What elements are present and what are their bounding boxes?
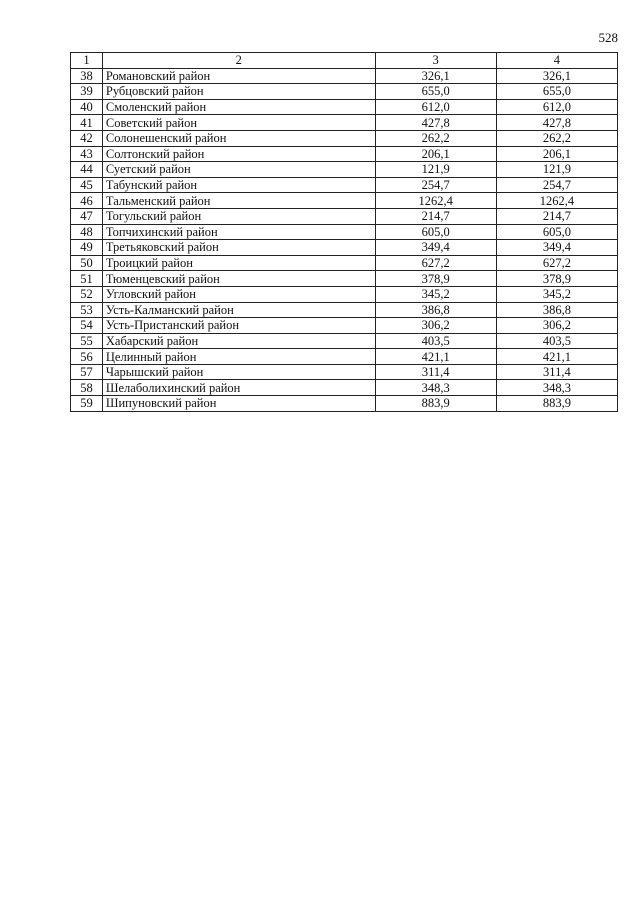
table-header [71, 53, 618, 69]
table-row [71, 333, 618, 349]
row-number-cell: 38 [71, 68, 103, 84]
column-header-1: 1 [71, 53, 103, 69]
district-name-cell: Тюменцевский район [102, 271, 375, 287]
row-number-cell: 50 [71, 255, 103, 271]
value-col3-cell: 655,0 [375, 84, 496, 100]
value-col3-cell: 627,2 [375, 255, 496, 271]
row-number-cell: 53 [71, 302, 103, 318]
district-name-cell: Хабарский район [102, 333, 375, 349]
value-col3-cell: 349,4 [375, 240, 496, 256]
district-name-cell: Тальменский район [102, 193, 375, 209]
column-header-2: 2 [102, 53, 375, 69]
value-col3-cell: 427,8 [375, 115, 496, 131]
district-name-cell: Целинный район [102, 349, 375, 365]
district-name-cell: Романовский район [102, 68, 375, 84]
table-row [71, 115, 618, 131]
value-col3-cell: 214,7 [375, 208, 496, 224]
value-col4-cell: 254,7 [496, 177, 617, 193]
row-number-cell: 55 [71, 333, 103, 349]
value-col3-cell: 605,0 [375, 224, 496, 240]
value-col4-cell: 655,0 [496, 84, 617, 100]
value-col3-cell: 311,4 [375, 364, 496, 380]
page-number: 528 [598, 30, 618, 45]
value-col3-cell: 326,1 [375, 68, 496, 84]
row-number-cell: 48 [71, 224, 103, 240]
row-number-cell: 39 [71, 84, 103, 100]
row-number-cell: 51 [71, 271, 103, 287]
table-row [71, 240, 618, 256]
table-row [71, 224, 618, 240]
district-name-cell: Смоленский район [102, 99, 375, 115]
row-number-cell: 57 [71, 364, 103, 380]
row-number-cell: 41 [71, 115, 103, 131]
header-row [71, 53, 618, 69]
value-col3-cell: 421,1 [375, 349, 496, 365]
row-number-cell: 56 [71, 349, 103, 365]
table-row [71, 146, 618, 162]
row-number-cell: 59 [71, 396, 103, 412]
row-number-cell: 49 [71, 240, 103, 256]
table-row [71, 271, 618, 287]
table-row [71, 349, 618, 365]
value-col4-cell: 326,1 [496, 68, 617, 84]
row-number-cell: 43 [71, 146, 103, 162]
value-col3-cell: 378,9 [375, 271, 496, 287]
value-col4-cell: 421,1 [496, 349, 617, 365]
row-number-cell: 47 [71, 208, 103, 224]
district-name-cell: Третьяковский район [102, 240, 375, 256]
table-row [71, 380, 618, 396]
table-row [71, 364, 618, 380]
value-col4-cell: 349,4 [496, 240, 617, 256]
district-name-cell: Топчихинский район [102, 224, 375, 240]
column-header-3: 3 [375, 53, 496, 69]
district-name-cell: Суетский район [102, 162, 375, 178]
data-table [70, 52, 618, 412]
table-row [71, 130, 618, 146]
row-number-cell: 54 [71, 318, 103, 334]
district-name-cell: Шелаболихинский район [102, 380, 375, 396]
district-name-cell: Табунский район [102, 177, 375, 193]
value-col4-cell: 348,3 [496, 380, 617, 396]
table-row [71, 68, 618, 84]
column-header-4: 4 [496, 53, 617, 69]
value-col4-cell: 206,1 [496, 146, 617, 162]
value-col4-cell: 214,7 [496, 208, 617, 224]
table-row [71, 99, 618, 115]
district-name-cell: Чарышский район [102, 364, 375, 380]
district-name-cell: Солтонский район [102, 146, 375, 162]
value-col4-cell: 1262,4 [496, 193, 617, 209]
value-col4-cell: 121,9 [496, 162, 617, 178]
value-col4-cell: 262,2 [496, 130, 617, 146]
table-row [71, 302, 618, 318]
table-row [71, 255, 618, 271]
district-name-cell: Советский район [102, 115, 375, 131]
value-col4-cell: 403,5 [496, 333, 617, 349]
value-col3-cell: 348,3 [375, 380, 496, 396]
district-name-cell: Шипуновский район [102, 396, 375, 412]
row-number-cell: 52 [71, 286, 103, 302]
district-name-cell: Тогульский район [102, 208, 375, 224]
value-col4-cell: 612,0 [496, 99, 617, 115]
value-col3-cell: 1262,4 [375, 193, 496, 209]
row-number-cell: 42 [71, 130, 103, 146]
value-col3-cell: 403,5 [375, 333, 496, 349]
value-col4-cell: 345,2 [496, 286, 617, 302]
table-row [71, 177, 618, 193]
value-col4-cell: 605,0 [496, 224, 617, 240]
district-name-cell: Усть-Калманский район [102, 302, 375, 318]
table-row [71, 318, 618, 334]
value-col4-cell: 427,8 [496, 115, 617, 131]
value-col3-cell: 612,0 [375, 99, 496, 115]
row-number-cell: 58 [71, 380, 103, 396]
district-name-cell: Усть-Пристанский район [102, 318, 375, 334]
value-col3-cell: 206,1 [375, 146, 496, 162]
table-row [71, 84, 618, 100]
row-number-cell: 40 [71, 99, 103, 115]
value-col3-cell: 345,2 [375, 286, 496, 302]
value-col4-cell: 378,9 [496, 271, 617, 287]
value-col4-cell: 311,4 [496, 364, 617, 380]
district-name-cell: Угловский район [102, 286, 375, 302]
district-name-cell: Рубцовский район [102, 84, 375, 100]
row-number-cell: 44 [71, 162, 103, 178]
value-col4-cell: 386,8 [496, 302, 617, 318]
table-row [71, 286, 618, 302]
value-col3-cell: 262,2 [375, 130, 496, 146]
value-col4-cell: 627,2 [496, 255, 617, 271]
table-row [71, 162, 618, 178]
value-col3-cell: 883,9 [375, 396, 496, 412]
value-col3-cell: 121,9 [375, 162, 496, 178]
district-name-cell: Солонешенский район [102, 130, 375, 146]
value-col4-cell: 883,9 [496, 396, 617, 412]
table-body [71, 68, 618, 411]
row-number-cell: 45 [71, 177, 103, 193]
district-name-cell: Троицкий район [102, 255, 375, 271]
value-col3-cell: 306,2 [375, 318, 496, 334]
value-col3-cell: 386,8 [375, 302, 496, 318]
row-number-cell: 46 [71, 193, 103, 209]
table-row [71, 396, 618, 412]
table-row [71, 193, 618, 209]
value-col4-cell: 306,2 [496, 318, 617, 334]
table-row [71, 208, 618, 224]
value-col3-cell: 254,7 [375, 177, 496, 193]
